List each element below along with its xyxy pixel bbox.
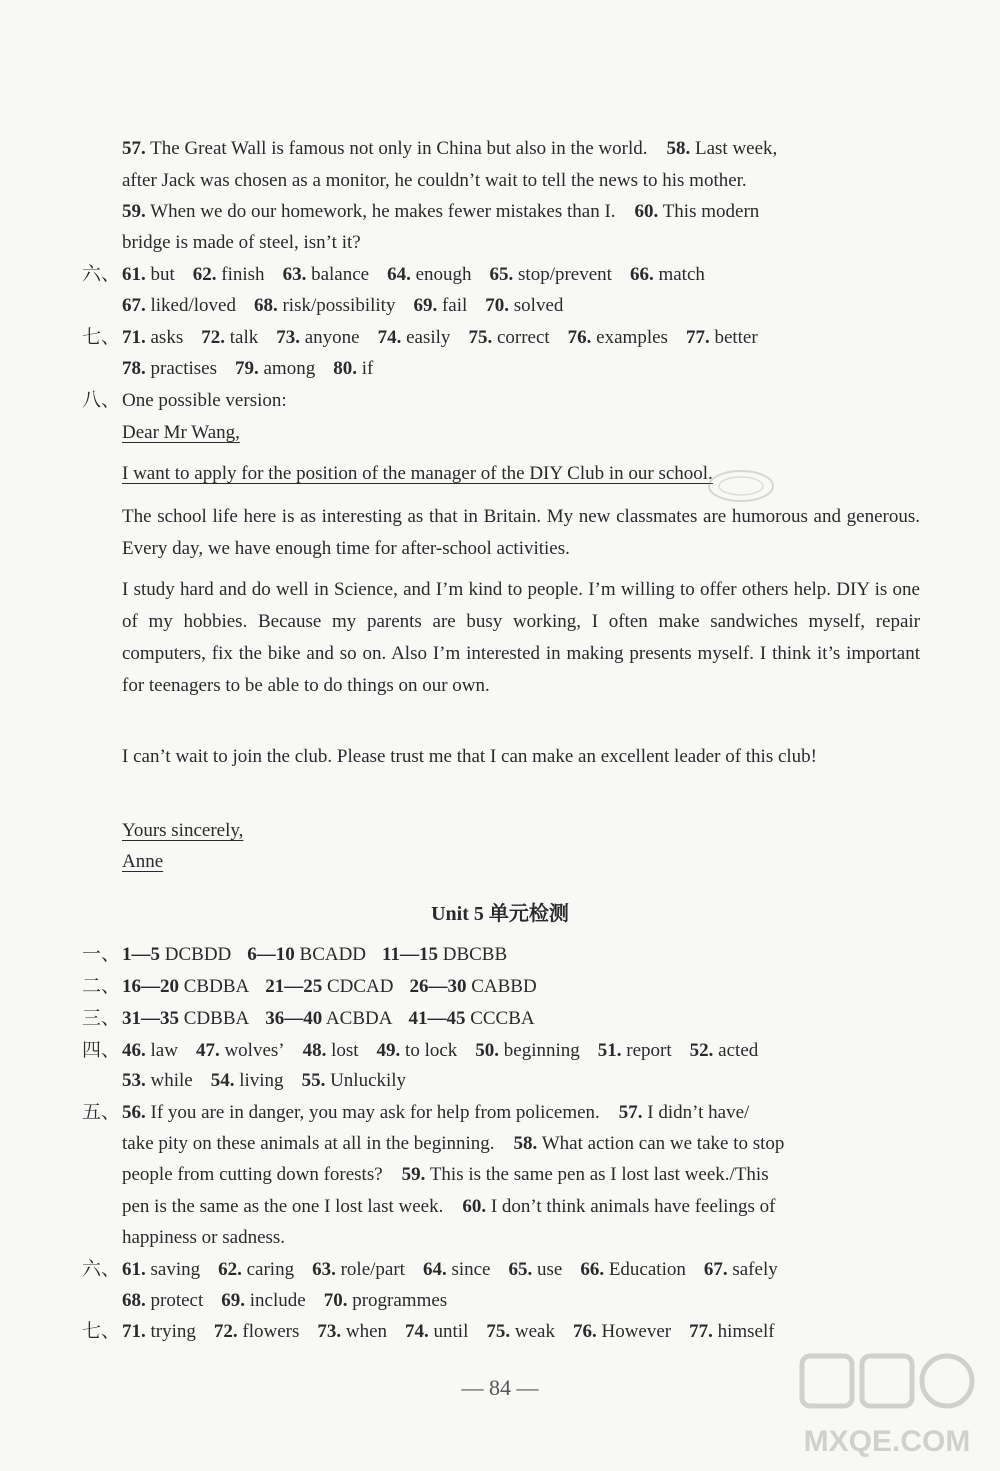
item-answer: asks bbox=[150, 327, 184, 348]
item-number: 62. bbox=[218, 1259, 242, 1280]
item-number: 68. bbox=[122, 1290, 146, 1311]
section-mark: 七、 bbox=[82, 327, 121, 348]
item-number: 76. bbox=[567, 327, 592, 348]
section-mark: 六、 bbox=[82, 1259, 121, 1280]
item-answer: acted bbox=[718, 1040, 759, 1061]
unit5-section7-row1 bbox=[82, 1320, 922, 1344]
item-number: 66. bbox=[629, 264, 654, 285]
item-answer: finish bbox=[221, 264, 265, 285]
answer-57-58-line: 57. The Great Wall is famous not only in China but also in the world. 58. Last week, bbox=[122, 138, 778, 159]
unit5-section6-row2 bbox=[122, 1289, 922, 1313]
unit5-title: Unit 5 单元检测 bbox=[431, 903, 569, 925]
item-number: 49. bbox=[376, 1040, 401, 1061]
item-answer: saving bbox=[150, 1259, 201, 1280]
letter-paragraph-3: I study hard and do well in Science, and I’m kind to people. I’m willing to offer others help. DIY is one of my hobbies. Because my parents are busy working, I often make sandwiches myself, repair computers, fix the bike and so on. Also I’m interested in making presents myself. I think it’s important for teenagers to be able to do things on our own. bbox=[122, 579, 920, 696]
unit5-section2 bbox=[82, 975, 922, 999]
letter-paragraph-2: The school life here is as interesting as that in Britain. My new classmates are humorous and generous. Every day, we have enough time for after-school activities. bbox=[122, 506, 920, 559]
item-number: 53. bbox=[122, 1070, 146, 1091]
item-answer: safely bbox=[732, 1259, 778, 1280]
item-answer: living bbox=[239, 1070, 284, 1091]
item-number: 11—15 bbox=[382, 944, 438, 965]
item-number: 68. bbox=[253, 295, 278, 316]
item-number: 52. bbox=[689, 1040, 714, 1061]
item-number: 77. bbox=[685, 327, 710, 348]
item-answer: risk/possibility bbox=[282, 295, 396, 316]
section-mark: 八、 bbox=[82, 390, 121, 411]
item-number: 67. bbox=[703, 1259, 728, 1280]
item-number: 72. bbox=[213, 1321, 238, 1342]
item-answer: examples bbox=[596, 327, 668, 348]
section-mark: 七、 bbox=[82, 1321, 121, 1342]
item-number: 26—30 bbox=[409, 976, 467, 997]
letter-greeting: Dear Mr Wang, bbox=[122, 422, 240, 443]
item-answer: CBDBA bbox=[183, 976, 250, 997]
item-number: 79. bbox=[234, 358, 259, 379]
section-mark: 四、 bbox=[82, 1040, 121, 1061]
item-answer: liked/loved bbox=[150, 295, 236, 316]
item-answer: However bbox=[601, 1321, 672, 1342]
item-number: 55. bbox=[301, 1070, 326, 1091]
item-number: 64. bbox=[422, 1259, 447, 1280]
item-number: 1—5 bbox=[122, 944, 160, 965]
item-answer: himself bbox=[717, 1321, 775, 1342]
unit5-section5-line2: take pity on these animals at all in the beginning. 58. What action can we take to stop bbox=[122, 1133, 785, 1154]
item-answer: protect bbox=[150, 1290, 204, 1311]
unit5-section5-line5: happiness or sadness. bbox=[122, 1227, 286, 1248]
item-number: 50. bbox=[475, 1040, 500, 1061]
item-answer: BCADD bbox=[299, 944, 367, 965]
letter-paragraph-4: I can’t wait to join the club. Please trust me that I can make an excellent leader of this club! bbox=[122, 746, 818, 767]
item-answer: to lock bbox=[405, 1040, 458, 1061]
item-answer: if bbox=[361, 358, 374, 379]
item-number: 80. bbox=[333, 358, 357, 379]
item-answer: caring bbox=[246, 1259, 295, 1280]
section7-row2 bbox=[122, 357, 922, 381]
item-number: 61. bbox=[122, 1259, 146, 1280]
item-answer: DCBDD bbox=[164, 944, 232, 965]
item-answer: include bbox=[249, 1290, 306, 1311]
stamp-mark-icon bbox=[705, 466, 777, 506]
answer-59: When we do our homework, he makes fewer mistakes than I. bbox=[150, 201, 616, 222]
item-number: 69. bbox=[221, 1290, 246, 1311]
item-answer: use bbox=[537, 1259, 563, 1280]
item-answer: role/part bbox=[340, 1259, 405, 1280]
item-number: 74. bbox=[405, 1321, 429, 1342]
unit5-section3 bbox=[82, 1007, 922, 1031]
unit5-section1 bbox=[82, 943, 922, 967]
answer-58-cont: after Jack was chosen as a monitor, he couldn’t wait to tell the news to his mother. bbox=[122, 170, 747, 191]
svg-text:MXQE.COM: MXQE.COM bbox=[803, 1425, 971, 1458]
item-answer: Unluckily bbox=[330, 1070, 407, 1091]
item-answer: anyone bbox=[304, 327, 360, 348]
item-answer: law bbox=[150, 1040, 178, 1061]
unit5-section5-line3: people from cutting down forests? 59. This is the same pen as I lost last week./This bbox=[122, 1164, 769, 1185]
item-number: 31—35 bbox=[122, 1008, 179, 1029]
letter-signature: Anne bbox=[122, 851, 164, 872]
item-number: 75. bbox=[468, 327, 493, 348]
item-number: 73. bbox=[317, 1321, 342, 1342]
item-answer: Education bbox=[608, 1259, 686, 1280]
page-number: — 84 — bbox=[461, 1375, 539, 1400]
item-answer: lost bbox=[331, 1040, 359, 1061]
item-answer: while bbox=[150, 1070, 193, 1091]
item-number: 69. bbox=[413, 295, 438, 316]
section7-row1 bbox=[82, 326, 922, 350]
item-answer: correct bbox=[496, 327, 550, 348]
item-answer: trying bbox=[150, 1321, 196, 1342]
item-number: 71. bbox=[122, 1321, 146, 1342]
section-mark: 五、 bbox=[82, 1102, 121, 1123]
item-number: 76. bbox=[572, 1321, 597, 1342]
section-mark: 二、 bbox=[82, 976, 121, 997]
item-number: 78. bbox=[122, 358, 146, 379]
item-answer: wolves’ bbox=[224, 1040, 285, 1061]
item-answer: balance bbox=[311, 264, 370, 285]
item-number: 47. bbox=[195, 1040, 220, 1061]
unit5-section4-row1 bbox=[82, 1039, 922, 1063]
item-number: 54. bbox=[210, 1070, 235, 1091]
answer-60-cont: bridge is made of steel, isn’t it? bbox=[122, 232, 361, 253]
item-number: 66. bbox=[580, 1259, 605, 1280]
unit5-section6-row1 bbox=[82, 1258, 922, 1282]
item-number: 41—45 bbox=[408, 1008, 466, 1029]
item-number: 65. bbox=[508, 1259, 533, 1280]
item-answer: enough bbox=[415, 264, 472, 285]
answer-59-60-line: 59. When we do our homework, he makes fewer mistakes than I. 60. This modern bbox=[122, 201, 760, 222]
letter-paragraph-1: I want to apply for the position of the manager of the DIY Club in our school. bbox=[122, 463, 713, 484]
item-number: 67. bbox=[122, 295, 146, 316]
item-answer: fail bbox=[441, 295, 468, 316]
item-answer: when bbox=[345, 1321, 388, 1342]
item-answer: until bbox=[433, 1321, 469, 1342]
item-answer: easily bbox=[406, 327, 451, 348]
item-answer: practises bbox=[150, 358, 217, 379]
item-answer: match bbox=[658, 264, 705, 285]
item-answer: CDCAD bbox=[326, 976, 394, 997]
item-answer: DBCBB bbox=[442, 944, 508, 965]
item-answer: CDBBA bbox=[183, 1008, 250, 1029]
item-answer: better bbox=[714, 327, 758, 348]
section-mark: 一、 bbox=[82, 944, 121, 965]
item-answer: since bbox=[451, 1259, 491, 1280]
section-mark: 六、 bbox=[82, 264, 121, 285]
item-answer: stop/prevent bbox=[518, 264, 612, 285]
item-number: 21—25 bbox=[265, 976, 323, 997]
answer-57: The Great Wall is famous not only in China but also in the world. bbox=[150, 138, 648, 159]
letter-closing: Yours sincerely, bbox=[122, 820, 244, 841]
item-number: 77. bbox=[689, 1321, 713, 1342]
item-number: 74. bbox=[377, 327, 402, 348]
item-answer: CCCBA bbox=[470, 1008, 535, 1029]
item-number: 36—40 bbox=[265, 1008, 323, 1029]
section6-row1 bbox=[82, 263, 922, 287]
item-number: 73. bbox=[276, 327, 300, 348]
section6-row2 bbox=[122, 294, 922, 318]
item-number: 72. bbox=[201, 327, 225, 348]
section8-intro: 八、 One possible version: bbox=[82, 390, 287, 411]
item-number: 64. bbox=[387, 264, 411, 285]
item-answer: beginning bbox=[503, 1040, 580, 1061]
answer-58-start: Last week, bbox=[695, 138, 778, 159]
item-answer: solved bbox=[513, 295, 564, 316]
item-number: 62. bbox=[192, 264, 217, 285]
unit5-section5-line1: 五、 56. If you are in danger, you may ask for help from policemen. 57. I didn’t have/ bbox=[82, 1102, 750, 1123]
item-number: 63. bbox=[282, 264, 307, 285]
item-number: 46. bbox=[122, 1040, 146, 1061]
item-answer: weak bbox=[514, 1321, 555, 1342]
item-number: 70. bbox=[485, 295, 510, 316]
item-number: 63. bbox=[312, 1259, 336, 1280]
item-answer: but bbox=[150, 264, 175, 285]
item-answer: flowers bbox=[242, 1321, 300, 1342]
item-answer: ACBDA bbox=[325, 1008, 393, 1029]
item-number: 16—20 bbox=[122, 976, 179, 997]
item-number: 71. bbox=[122, 327, 146, 348]
answer-60-start: This modern bbox=[662, 201, 760, 222]
item-answer: programmes bbox=[352, 1290, 448, 1311]
item-number: 6—10 bbox=[247, 944, 295, 965]
item-number: 65. bbox=[489, 264, 514, 285]
item-number: 70. bbox=[323, 1290, 348, 1311]
item-number: 75. bbox=[486, 1321, 511, 1342]
item-number: 51. bbox=[597, 1040, 622, 1061]
item-answer: talk bbox=[229, 327, 259, 348]
item-answer: among bbox=[263, 358, 316, 379]
item-number: 48. bbox=[302, 1040, 327, 1061]
watermark-logo-icon bbox=[792, 1351, 982, 1461]
unit5-section5-line4: pen is the same as the one I lost last week. 60. I don’t think animals have feelings of bbox=[122, 1196, 776, 1217]
item-number: 61. bbox=[122, 264, 146, 285]
item-answer: CABBD bbox=[471, 976, 537, 997]
unit5-section4-row2 bbox=[122, 1069, 922, 1093]
section-mark: 三、 bbox=[82, 1008, 121, 1029]
item-answer: report bbox=[626, 1040, 672, 1061]
